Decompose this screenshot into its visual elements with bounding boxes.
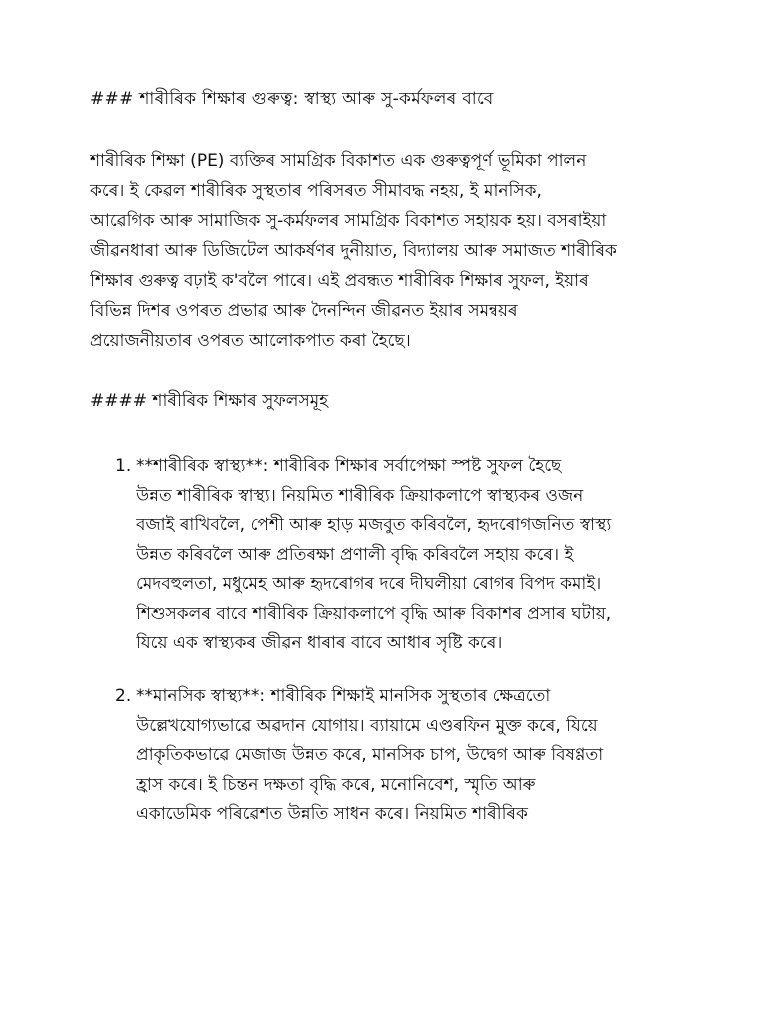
intro-paragraph [90, 146, 668, 356]
list-item [115, 682, 675, 830]
list-item-body [136, 452, 675, 659]
list-item-line: হ্ৰাস কৰে। ই চিন্তন দক্ষতা বৃদ্ধি কৰে, মনোনিবেশ, স্মৃতি আৰু [136, 774, 536, 795]
intro-line: বিভিন্ন দিশৰ ওপৰত প্ৰভাৱ আৰু দৈনন্দিন জীৱনত ইয়াৰ সমন্বয়ৰ [90, 301, 518, 321]
list-item-line: **শাৰীৰিক স্বাস্থ্য**: শাৰীৰিক শিক্ষাৰ সৰ্বাপেক্ষা স্পষ্ট সুফল হৈছে [136, 456, 562, 476]
list-item-body [136, 682, 675, 830]
list-item [115, 452, 675, 659]
list-item-line: উন্নত শাৰীৰিক স্বাস্থ্য। নিয়মিত শাৰীৰিক ক্ৰিয়াকলাপে স্বাস্থ্যকৰ ওজন [136, 485, 584, 506]
document-heading: ### শাৰীৰিক শিক্ষাৰ গুৰুত্ব: স্বাস্থ্য আৰু সু-কৰ্মফলৰ বাবে [90, 89, 494, 109]
intro-line: শিক্ষাৰ গুৰুত্ব বঢ়াই ক'বলৈ পাৰে। এই প্ৰবন্ধত শাৰীৰিক শিক্ষাৰ সুফল, ইয়াৰ [90, 271, 589, 291]
list-item-line: শিশুসকলৰ বাবে শাৰীৰিক ক্ৰিয়াকলাপে বৃদ্ধি আৰু বিকাশৰ প্ৰসাৰ ঘটায়, [136, 603, 612, 624]
list-item-line: প্ৰাকৃতিকভাৱে মেজাজ উন্নত কৰে, মানসিক চাপ, উদ্বেগ আৰু বিষণ্ণতা [136, 745, 604, 765]
list-item-number: 1. [115, 456, 132, 476]
intro-line: শাৰীৰিক শিক্ষা (PE) ব্যক্তিৰ সামগ্ৰিক বিকাশত এক গুৰুত্বপূৰ্ণ ভূমিকা পালন [90, 151, 587, 171]
list-item-number: 2. [115, 686, 132, 706]
list-item-line: **মানসিক স্বাস্থ্য**: শাৰীৰিক শিক্ষাই মানসিক সুস্থতাৰ ক্ষেত্ৰতো [136, 686, 551, 706]
list-item-line: উল্লেখযোগ্যভাৱে অৱদান যোগায়। ব্যায়ামে এণ্ডৰফিন মুক্ত কৰে, যিয়ে [136, 715, 598, 736]
list-item-line: যিয়ে এক স্বাস্থ্যকৰ জীৱন ধাৰাৰ বাবে আধাৰ সৃষ্টি কৰে। [136, 633, 503, 653]
list-item-line: উন্নত কৰিবলৈ আৰু প্ৰতিৰক্ষা প্ৰণালী বৃদ্ধি কৰিবলৈ সহায় কৰে। ই [136, 544, 574, 565]
intro-line: আৱেগিক আৰু সামাজিক সু-কৰ্মফলৰ সামগ্ৰিক বিকাশত সহায়ক হয়। বসৰাইয়া [90, 211, 607, 231]
section-subheading: #### শাৰীৰিক শিক্ষাৰ সুফলসমূহ [90, 391, 329, 411]
intro-line: কৰে। ই কেৱল শাৰীৰিক সুস্থতাৰ পৰিসৰত সীমাবদ্ধ নহয়, ই মানসিক, [90, 181, 542, 201]
list-item-line: একাডেমিক পৰিৱেশত উন্নতি সাধন কৰে। নিয়মিত শাৰীৰিক [136, 804, 528, 824]
list-item-line: বজাই ৰাখিবলৈ, পেশী আৰু হাড় মজবুত কৰিবলৈ, হৃদৰোগজনিত স্বাস্থ্য [136, 515, 612, 535]
list-item-line: মেদবহুলতা, মধুমেহ আৰু হৃদৰোগৰ দৰে দীঘলীয়া ৰোগৰ বিপদ কমাই। [136, 574, 602, 594]
intro-line: প্ৰয়োজনীয়তাৰ ওপৰত আলোকপাত কৰা হৈছে। [90, 331, 411, 351]
intro-line: জীৱনধাৰা আৰু ডিজিটেল আকৰ্ষণৰ দুনীয়াত, বিদ্যালয় আৰু সমাজত শাৰীৰিক [90, 241, 617, 261]
